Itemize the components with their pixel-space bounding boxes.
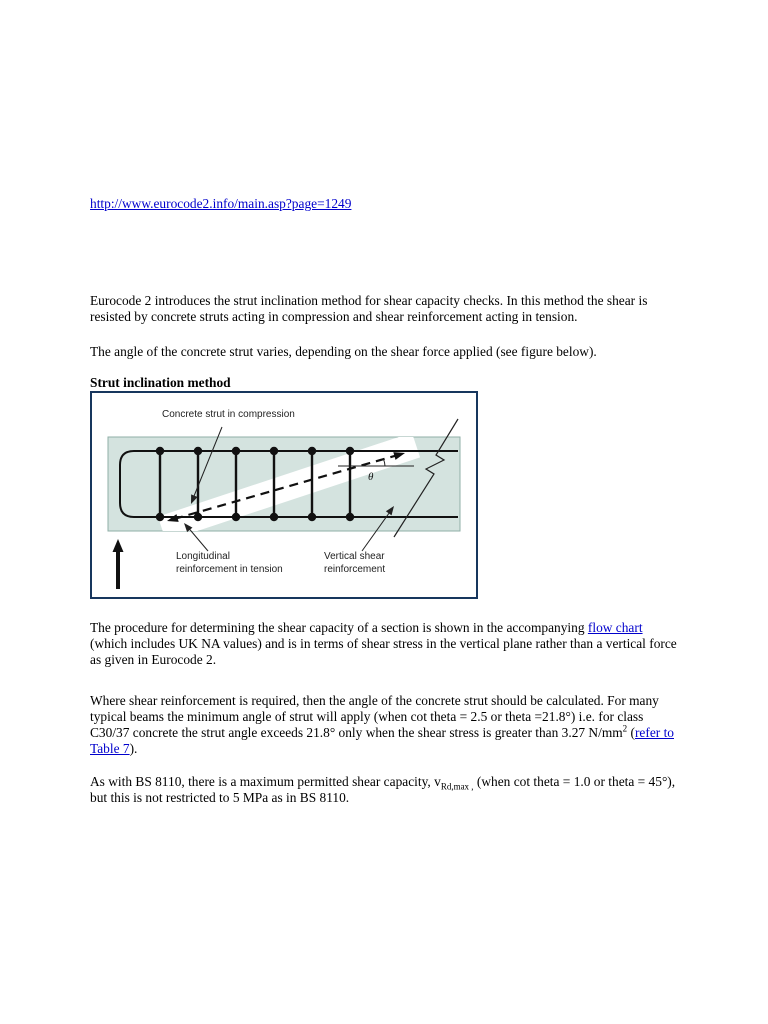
figure-label-longitudinal-1: Longitudinal xyxy=(176,551,230,562)
angle-paragraph: The angle of the concrete strut varies, depending on the shear force applied (see figure below). xyxy=(90,344,597,359)
shear-text-3: ). xyxy=(129,741,138,756)
shear-text-1: Where shear reinforcement is required, then the angle of the concrete strut should be calculated. For many typical beams the minimum angle of strut will apply (when cot theta = 2.5 or theta =21.8°) i.e. for class C30/37 concrete the strut angle exceeds 21.8° only when the shear stress is greater than 3.27 N/mm xyxy=(90,693,659,740)
procedure-text-before: The procedure for determining the shear capacity of a section is shown in the accompanying xyxy=(90,620,588,635)
subscript-rdmax: Rd,max , xyxy=(440,781,474,792)
strut-inclination-figure xyxy=(90,391,478,599)
capacity-text-1: As with BS 8110, there is a maximum permitted shear capacity, v xyxy=(90,774,441,789)
eurocode-url-link[interactable]: http://www.eurocode2.info/main.asp?page=1249 xyxy=(90,196,352,211)
url-paragraph xyxy=(90,0,678,212)
figure-label-vertical-shear-2: reinforcement xyxy=(324,564,386,575)
figure-label-vertical-shear-1: Vertical shear xyxy=(324,551,385,562)
superscript-2: 2 xyxy=(622,723,628,734)
capacity-text-2: (when cot theta = 1.0 or theta = 45°), but this is not restricted to 5 MPa as in BS 8110. xyxy=(90,774,676,805)
theta-label: θ xyxy=(368,471,374,483)
support-reaction-arrow xyxy=(113,539,124,589)
intro-paragraph: Eurocode 2 introduces the strut inclination method for shear capacity checks. In this method the shear is resisted by concrete struts acting in compression and shear reinforcement acting in tension. xyxy=(90,293,648,324)
shear-text-2: ( xyxy=(627,725,635,740)
max-capacity-paragraph xyxy=(90,774,678,806)
shear-reinforcement-paragraph xyxy=(90,693,678,757)
flow-chart-link[interactable]: flow chart xyxy=(587,620,643,635)
procedure-text-after: (which includes UK NA values) and is in terms of shear stress in the vertical plane rather than a vertical force as given in Eurocode 2. xyxy=(90,636,677,667)
figure-image xyxy=(92,393,476,597)
figure-label-concrete-strut: Concrete strut in compression xyxy=(162,409,295,420)
procedure-paragraph xyxy=(90,620,678,668)
figure-label-longitudinal-2: reinforcement in tension xyxy=(176,564,283,575)
figure-heading: Strut inclination method xyxy=(90,375,231,390)
table7-link[interactable]: refer to Table 7 xyxy=(90,725,674,756)
